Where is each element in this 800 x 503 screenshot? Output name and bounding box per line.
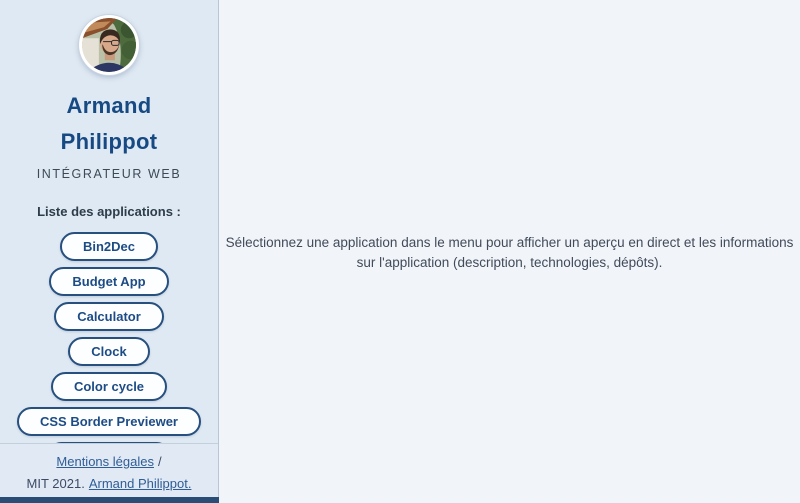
app-button-budget-app[interactable]: Budget App	[49, 267, 168, 296]
avatar-photo	[82, 18, 136, 72]
app-button-color-cycle[interactable]: Color cycle	[51, 372, 167, 401]
legal-notice-link[interactable]: Mentions légales	[56, 454, 154, 469]
name-last: Philippot	[60, 129, 158, 154]
author-link[interactable]: Armand Philippot.	[88, 476, 192, 491]
app-preview-placeholder: Sélectionnez une application dans le menu pour afficher un aperçu en direct et les informations sur l'application (description, technologies, dépôts).	[225, 235, 794, 270]
footer-legal-line	[56, 454, 161, 469]
app-button-calculator[interactable]: Calculator	[54, 302, 164, 331]
job-subtitle: INTÉGRATEUR WEB	[36, 167, 182, 181]
name-first: Armand	[66, 93, 152, 118]
footer-separator: /	[157, 454, 162, 469]
app-button-clock[interactable]: Clock	[68, 337, 149, 366]
footer-license-line	[27, 476, 192, 491]
main-panel	[219, 0, 800, 503]
sidebar-footer	[0, 443, 218, 503]
avatar	[79, 15, 139, 75]
apps-list-label: Liste des applications :	[37, 204, 181, 219]
apps-nav	[0, 232, 218, 443]
sidebar	[0, 0, 219, 503]
page-title	[61, 88, 158, 160]
app-button-bin2dec[interactable]: Bin2Dec	[60, 232, 158, 261]
license-text: MIT 2021.	[26, 476, 85, 491]
app-button-css-border-previewer[interactable]: CSS Border Previewer	[17, 407, 201, 436]
bottom-accent-bar	[0, 497, 219, 503]
